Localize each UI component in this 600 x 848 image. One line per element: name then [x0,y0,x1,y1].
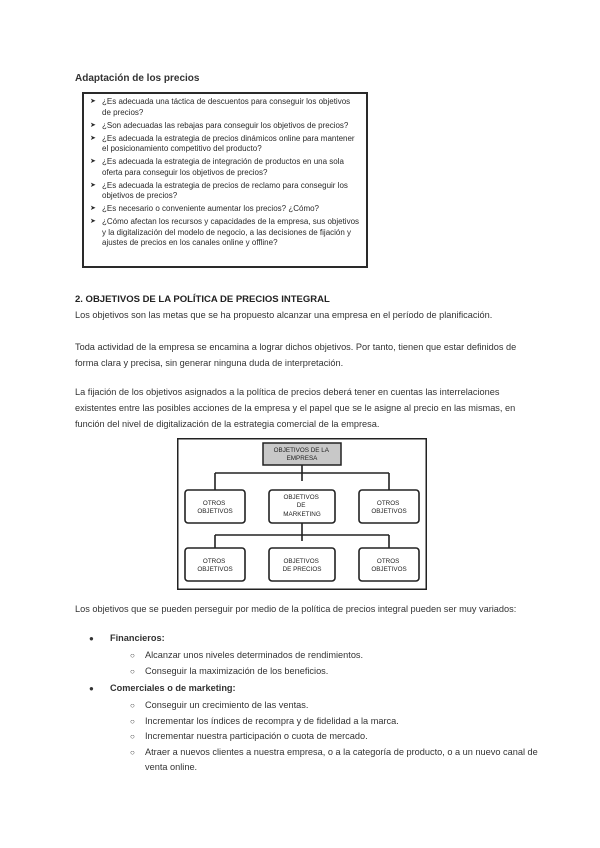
circle-bullet-icon: ○ [130,716,135,726]
questions-list [90,97,360,249]
circle-bullet-icon: ○ [130,732,135,741]
sub-list [110,648,545,679]
diagram-text: DE PRECIOS [282,566,322,573]
questions-box [82,92,368,268]
question-item: ➤ ¿Es necesario o conveniente aumentar los precios? ¿Cómo? [90,204,319,213]
sub-list [110,698,545,776]
list-item: ○ Atraer a nuevos clientes a nuestra empresa, o a la categoría de producto, o a un nuevo canal de venta online. [130,746,538,772]
paragraph-definition: Los objetivos son las metas que se ha propuesto alcanzar una empresa en el período de planificación. [75,310,493,320]
objective-group-financial [75,631,545,679]
diagram-text: OTROS [202,500,226,507]
objective-group-marketing [75,681,545,776]
circle-bullet-icon: ○ [130,651,135,660]
list-item: ○ Conseguir un crecimiento de las ventas. [110,698,545,714]
diagram-text: OBJETIVOS [197,566,233,573]
circle-bullet-icon: ○ [130,701,135,710]
arrow-bullet-icon: ➤ [90,121,96,129]
question-item: ➤ ¿Es adecuada la estrategia de precios dinámicos online para mantener el posicionamiento competitivo del producto? [90,133,355,153]
bullet-icon: ● [89,634,94,643]
diagram-text: OBJETIVOS [371,566,407,573]
list-item: ○ Conseguir la maximización de los beneficios. [110,664,545,680]
objectives-intro: Los objetivos que se pueden perseguir por medio de la política de precios integral pueden ser muy variados: [75,604,517,614]
diagram-text: OTROS [202,558,226,565]
diagram-text: OBJETIVOS [283,494,319,501]
arrow-bullet-icon: ➤ [90,218,96,225]
diagram-text: OBJETIVOS [197,508,233,515]
paragraph-fixation: La fijación de los objetivos asignados a la política de precios deberá tener en cuentas las interrelaciones existentes entre las posibles acciones de la empresa y el papel que se le asigne al precio en las mismas, en función del nivel de digitalización de la estrategia comercial de la empresa. [75,387,516,429]
arrow-bullet-icon: ➤ [90,98,96,105]
diagram-text: OTROS [376,558,400,565]
bullet-icon: ● [89,684,94,693]
diagram-text: OTROS [376,500,400,507]
circle-bullet-icon: ○ [130,747,135,757]
question-item: ➤ ¿Es adecuada la estrategia de integración de productos en una sola oferta para conseguir los objetivos de precios? [90,157,344,177]
diagram-text: MARKETING [283,511,321,518]
diagram-text: DE [296,502,306,509]
paragraph-activity: Toda actividad de la empresa se encamina a lograr dichos objetivos. Por tanto, tienen que estar definidos de forma clara y precisa, sin generar ninguna duda de interpretación. [75,342,517,368]
group-label: Financieros: [110,633,165,643]
list-item: ○ Incrementar los índices de recompra y de fidelidad a la marca. [110,714,545,730]
diagram-text: OBJETIVOS DE LA [273,447,329,454]
group-label: Comerciales o de marketing: [110,683,236,693]
list-item: ○ Incrementar nuestra participación o cuota de mercado. [110,729,545,745]
question-item: ➤ ¿Es adecuada la estrategia de precios de reclamo para conseguir los objetivos de precios? [90,180,348,200]
svg-text:OBJETIVOS DE PRECIOS [283,558,322,573]
adaptacion-title: Adaptación de los precios [75,73,200,84]
arrow-bullet-icon: ➤ [90,158,96,165]
objectives-diagram [177,438,427,590]
diagram-text: EMPRESA [286,455,318,462]
objectives-list [75,631,545,778]
circle-bullet-icon: ○ [130,666,135,676]
section-heading: 2. OBJETIVOS DE LA POLÍTICA DE PRECIOS INTEGRAL [75,294,330,305]
diagram-text: OBJETIVOS [371,508,407,515]
diagram-text: OBJETIVOS [283,558,319,565]
list-item: ○ Alcanzar unos niveles determinados de rendimientos. [110,648,545,664]
question-item: ➤ ¿Es adecuada una táctica de descuentos para conseguir los objetivos de precios? [90,97,351,117]
arrow-bullet-icon: ➤ [90,205,96,212]
question-item: ➤ ¿Cómo afectan los recursos y capacidades de la empresa, sus objetivos y la digitalización del modelo de negocio, a las decisiones de fijación y ajustes de precios en los canales online y offline? [90,217,360,247]
arrow-bullet-icon: ➤ [90,134,96,142]
arrow-bullet-icon: ➤ [90,181,96,189]
question-item: ➤ ¿Son adecuadas las rebajas para conseguir los objetivos de precios? [90,120,349,130]
